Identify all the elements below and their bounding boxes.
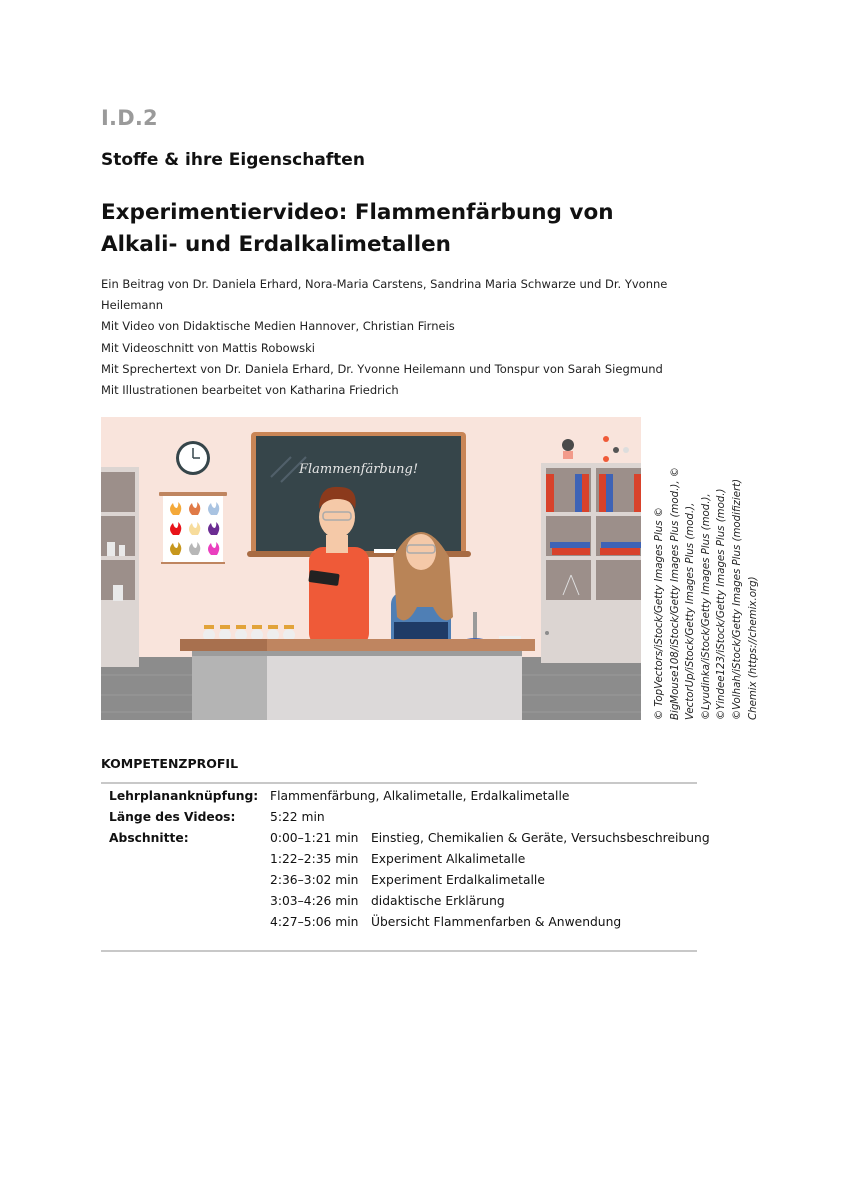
- subject-heading: Stoffe & ihre Eigenschaften: [101, 150, 365, 170]
- table-bottom-rule: [101, 950, 697, 952]
- lehrplan-label: Lehrplananknüpfung:: [109, 789, 259, 803]
- section-desc: Übersicht Flammenfarben & Anwendung: [371, 915, 622, 929]
- section-time: 2:36–3:02 min: [270, 873, 359, 887]
- section-desc: didaktische Erklärung: [371, 894, 505, 908]
- credit-line: Mit Videoschnitt von Mattis Robowski: [101, 340, 315, 355]
- laenge-value: 5:22 min: [270, 810, 325, 824]
- sample-jars: [203, 625, 295, 641]
- section-desc: Experiment Alkalimetalle: [371, 852, 526, 866]
- copyright-line: ©Volhah/iStock/Getty Images Plus (modifiziert): [731, 478, 743, 720]
- credit-line: Mit Illustrationen bearbeitet von Katharina Friedrich: [101, 383, 399, 398]
- copyright-line: VectorUp/iStock/Getty Images Plus (mod.),: [685, 502, 697, 720]
- table-top-rule: [101, 782, 697, 784]
- copyright-line: ©Lyudinka/iStock/Getty Images Plus (mod.),: [700, 493, 712, 720]
- section-desc: Experiment Erdalkalimetalle: [371, 873, 545, 887]
- lehrplan-value: Flammenfärbung, Alkalimetalle, Erdalkalimetalle: [270, 789, 570, 803]
- credit-line: Mit Video von Didaktische Medien Hannover, Christian Firneis: [101, 319, 455, 334]
- left-cabinet: [101, 467, 139, 667]
- chalkboard-text: Flammenfärbung!: [299, 462, 419, 477]
- page-title: [101, 197, 701, 261]
- credit-line: Heilemann: [101, 298, 164, 313]
- copyright-line: ©Yindee123/iStock/Getty Images Plus (mod.): [716, 488, 728, 720]
- copyright-line: Chemix (https://chemix.org): [747, 576, 759, 720]
- section-desc: Einstieg, Chemikalien & Geräte, Versuchsbeschreibung: [371, 831, 710, 845]
- kompetenzprofil-table: [101, 782, 710, 952]
- copyright-line: BigMouse108/iStock/Getty Images Plus (mod.), ©: [669, 467, 681, 720]
- credits: [101, 274, 681, 401]
- image-copyright: [652, 467, 777, 720]
- chalkboard: [247, 432, 471, 557]
- lab-desk: [180, 639, 535, 720]
- clock-icon: [176, 441, 210, 475]
- flame-color-poster: [159, 492, 227, 564]
- credit-line: Ein Beitrag von Dr. Daniela Erhard, Nora-Maria Carstens, Sandrina Maria Schwarze und Dr. Yvonne: [101, 277, 668, 291]
- classroom-illustration: [101, 417, 641, 720]
- section-code: I.D.2: [101, 106, 158, 130]
- kompetenzprofil-heading: KOMPETENZPROFIL: [101, 756, 239, 771]
- section-time: 1:22–2:35 min: [270, 852, 359, 866]
- credit-line: Mit Sprechertext von Dr. Daniela Erhard, Dr. Yvonne Heilemann und Tonspur von Sarah Siegmund: [101, 361, 663, 376]
- laenge-label: Länge des Videos:: [109, 810, 236, 824]
- right-shelf: [541, 436, 641, 663]
- title-line-1: Experimentiervideo: Flammenfärbung von: [101, 200, 614, 225]
- abschnitte-label: Abschnitte:: [109, 831, 189, 845]
- section-time: 3:03–4:26 min: [270, 894, 359, 908]
- copyright-line: © TopVectors/iStock/Getty Images Plus ©: [654, 507, 665, 720]
- section-time: 0:00–1:21 min: [270, 831, 359, 845]
- section-time: 4:27–5:06 min: [270, 915, 359, 929]
- title-line-2: Alkali- und Erdalkalimetallen: [101, 232, 451, 257]
